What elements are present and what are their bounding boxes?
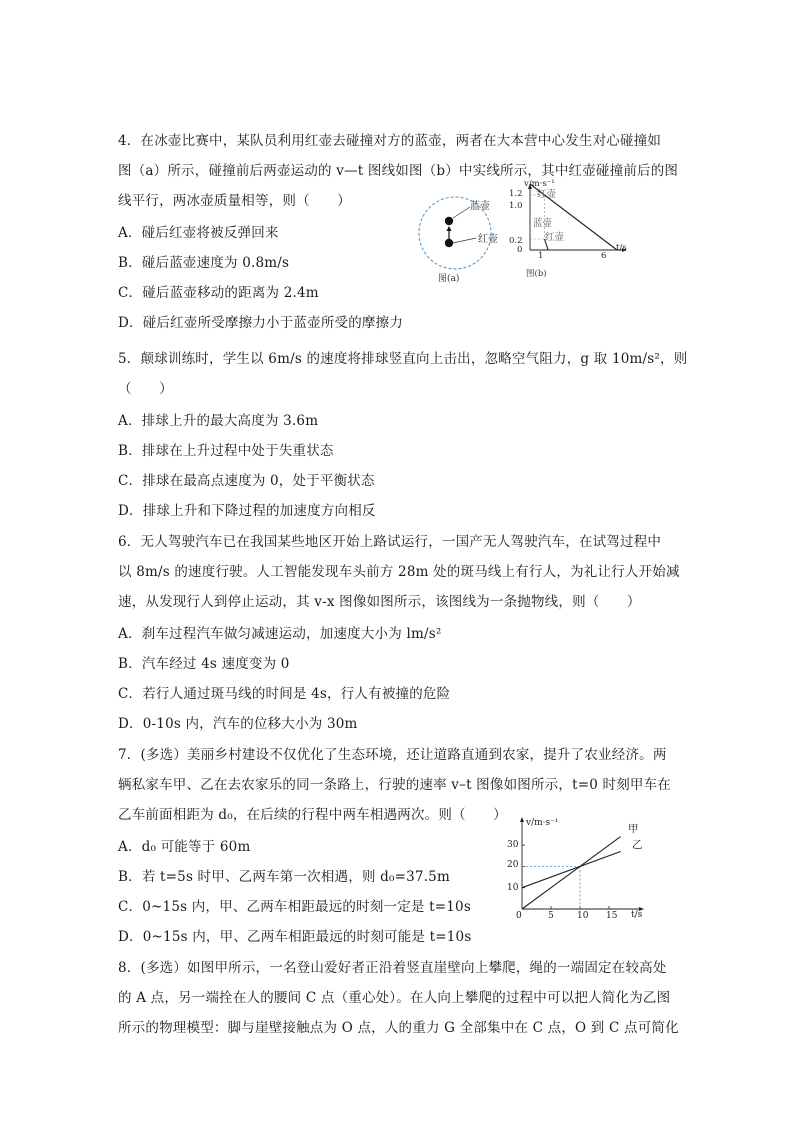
- fig-b-caption: 图(b): [526, 269, 547, 279]
- motion-arrow-icon: [447, 226, 452, 231]
- q6-option-c: C．若行人通过斑马线的时间是 4s，行人有被撞的危险: [118, 686, 451, 702]
- q7-chart-ytick-30: 30: [507, 840, 519, 850]
- fig-b-red-label-top: 红壶: [537, 189, 557, 200]
- q6-stem-line-1: 6．无人驾驶汽车已在我国某些地区开始上路试运行，一国产无人驾驶汽车，在试驾过程中: [118, 534, 662, 550]
- fig-b-ytick-1-2: 1.2: [509, 189, 523, 199]
- fig-b-ylabel: v/m·s⁻¹: [524, 179, 555, 189]
- q6-stem-line-2: 以 8m/s 的速度行驶。人工智能发现车头前方 28m 处的斑马线上有行人，为礼让行人开始减: [118, 564, 680, 580]
- q5-option-a: A．排球上升的最大高度为 3.6m: [118, 413, 319, 429]
- q7-option-b: B．若 t=5s 时甲、乙两车第一次相遇，则 d₀=37.5m: [118, 869, 450, 885]
- q4-option-c: C．碰后蓝壶移动的距离为 2.4m: [118, 285, 319, 301]
- fig-b-xtick-6: 6: [601, 251, 607, 261]
- q7-stem-line-2: 辆私家车甲、乙在去农家乐的同一条路上，行驶的速率 v–t 图像如图所示，t=0 时刻甲车在: [118, 777, 671, 793]
- q7-chart-xtick-10: 10: [577, 911, 589, 921]
- fig-a-caption: 图(a): [438, 274, 460, 284]
- q6-stem-line-3: 速，从发现行人到停止运动，其 v-x 图像如图所示，该图线为一条抛物线，则（ ）: [118, 594, 641, 610]
- q4-option-d: D．碰后红壶所受摩擦力小于蓝壶所受的摩擦力: [118, 315, 404, 331]
- fig-b-red-label-bottom: 红壶: [545, 232, 565, 243]
- blue-stone: [445, 217, 453, 225]
- q8-stem-line-3: 所示的物理模型：脚与崖壁接触点为 O 点，人的重力 G 全部集中在 C 点，O 到 C 点可简化: [118, 1020, 679, 1036]
- fig-b-ytick-0: 0: [517, 245, 523, 255]
- q5-stem-line-1: 5．颠球训练时，学生以 6m/s 的速度将排球竖直向上击出，忽略空气阻力，g 取 10m/s²，则: [118, 351, 688, 367]
- q7-chart-xlabel: t/s: [631, 910, 643, 920]
- q7-chart-ylabel: v/m·s⁻¹: [526, 818, 559, 828]
- q7-chart-label-jia: 甲: [628, 823, 639, 835]
- q7-chart-ytick-10: 10: [507, 883, 519, 893]
- q4-option-a: A．碰后红壶将被反弹回来: [118, 225, 279, 241]
- q7-chart-xtick-15: 15: [606, 911, 618, 921]
- fig-a-red-label: 红壶: [478, 234, 498, 245]
- q7-y-arrow-icon: [520, 817, 524, 822]
- fig-b-xtick-1: 1: [538, 251, 544, 261]
- q7-chart-label-yi: 乙: [632, 839, 643, 851]
- q5-option-c: C．排球在最高点速度为 0，处于平衡状态: [118, 473, 375, 489]
- q6-option-d: D．0-10s 内，汽车的位移大小为 30m: [118, 716, 358, 732]
- fig-b-xlabel: t/s: [616, 243, 627, 253]
- q7-series-jia-line: [522, 837, 621, 909]
- red-stone: [445, 239, 453, 247]
- q8-stem-line-1: 8．(多选）如图甲所示，一名登山爱好者正沿着竖直崖壁向上攀爬，绳的一端固定在较高处: [118, 960, 667, 976]
- q7-chart-ytick-20: 20: [507, 860, 519, 870]
- q7-option-a: A．d₀ 可能等于 60m: [118, 839, 251, 855]
- fig-b-blue-label: 蓝壶: [533, 218, 553, 229]
- q4-stem-line-3: 线平行，两冰壶质量相等，则（ ）: [118, 193, 351, 209]
- q8-stem-line-2: 的 A 点，另一端拴在人的腰间 C 点（重心处）。在人向上攀爬的过程中可以把人简化为乙图: [118, 990, 671, 1006]
- q7-vt-chart: [500, 813, 660, 923]
- q7-option-d: D．0~15s 内，甲、乙两车相距最远的时刻可能是 t=10s: [118, 929, 472, 945]
- q7-stem-line-1: 7．(多选）美丽乡村建设不仅优化了生态环境，还让道路直通到农家，提升了农业经济。两: [118, 747, 667, 763]
- q6-option-b: B．汽车经过 4s 速度变为 0: [118, 656, 290, 672]
- q4-figure-b-chart: [504, 178, 634, 288]
- q7-stem-line-3: 乙车前面相距为 d₀，在后续的行程中两车相遇两次。则（ ）: [118, 807, 507, 823]
- q5-option-b: B．排球在上升过程中处于失重状态: [118, 443, 334, 459]
- fig-b-ytick-1-0: 1.0: [509, 201, 523, 211]
- q7-chart-xtick-5: 5: [548, 911, 554, 921]
- q7-series-yi-line: [522, 851, 621, 887]
- q5-stem-line-2: （ ）: [118, 381, 173, 397]
- fig-b-ytick-0-2: 0.2: [509, 236, 523, 246]
- q7-chart-xtick-0: 0: [516, 911, 522, 921]
- q4-stem-line-2: 图（a）所示，碰撞前后两壶运动的 v—t 图线如图（b）中实线所示，其中红壶碰撞前后的图: [118, 163, 679, 179]
- q6-option-a: A．刹车过程汽车做匀减速运动，加速度大小为 lm/s²: [118, 626, 442, 642]
- q7-option-c: C．0~15s 内，甲、乙两车相距最远的时刻一定是 t=10s: [118, 899, 471, 915]
- q4-option-b: B．碰后蓝壶速度为 0.8m/s: [118, 255, 290, 271]
- q4-stem-line-1: 4．在冰壶比赛中，某队员利用红壶去碰撞对方的蓝壶，两者在大本营中心发生对心碰撞如: [118, 133, 662, 149]
- q5-option-d: D．排球上升和下降过程的加速度方向相反: [118, 503, 376, 519]
- fig-a-blue-label: 蓝壶: [470, 201, 490, 212]
